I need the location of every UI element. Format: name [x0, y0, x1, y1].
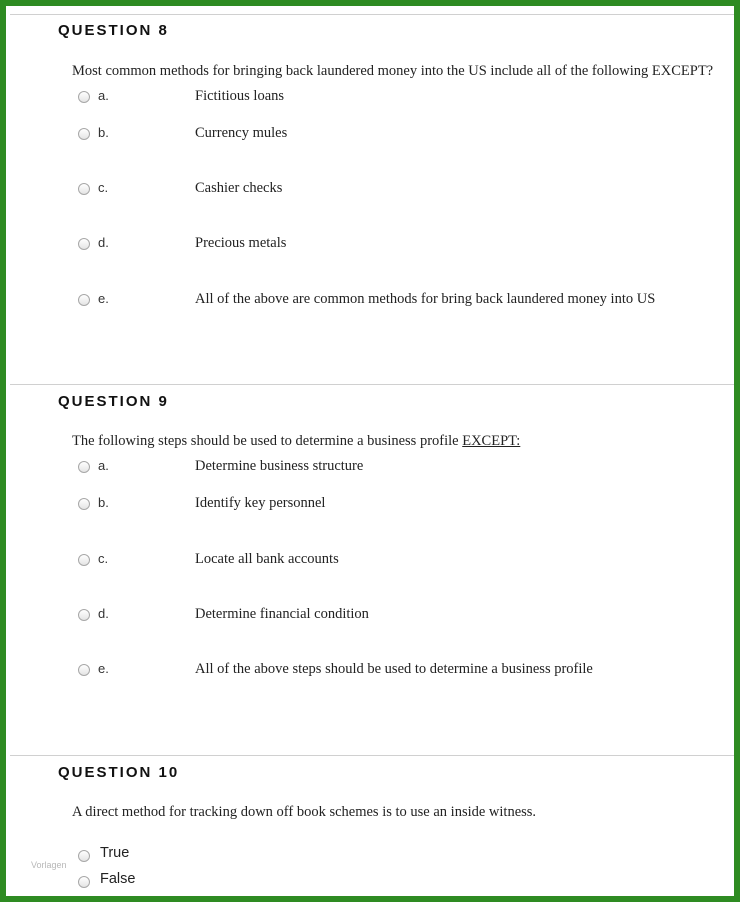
q8-option-e[interactable]: [78, 291, 718, 311]
option-letter: e.: [98, 291, 109, 306]
question-10-title: QUESTION 10: [58, 764, 180, 781]
radio-button[interactable]: [78, 128, 90, 140]
radio-button[interactable]: [78, 91, 90, 103]
option-letter: b.: [98, 125, 109, 140]
radio-button[interactable]: [78, 461, 90, 473]
radio-button[interactable]: [78, 850, 90, 862]
radio-button[interactable]: [78, 664, 90, 676]
option-text: All of the above steps should be used to determine a business profile: [195, 661, 593, 677]
radio-button[interactable]: [78, 238, 90, 250]
option-text: Identify key personnel: [195, 495, 326, 511]
q8-option-d[interactable]: [78, 235, 718, 255]
option-text: Locate all bank accounts: [195, 551, 339, 567]
option-letter: a.: [98, 458, 109, 473]
question-10-text: A direct method for tracking down off book schemes is to use an inside witness.: [72, 804, 537, 820]
option-text: Cashier checks: [195, 180, 283, 196]
option-letter: b.: [98, 495, 109, 510]
divider: [10, 384, 734, 385]
radio-button[interactable]: [78, 609, 90, 621]
option-letter: c.: [98, 180, 109, 195]
q9-option-b[interactable]: [78, 495, 718, 515]
divider: [10, 755, 734, 756]
radio-button[interactable]: [78, 294, 90, 306]
divider: [10, 14, 734, 15]
q10-option-false[interactable]: [78, 873, 278, 893]
radio-button[interactable]: [78, 183, 90, 195]
q9-option-e[interactable]: [78, 661, 718, 681]
option-letter: e.: [98, 661, 109, 676]
option-letter: d.: [98, 606, 109, 621]
radio-button[interactable]: [78, 498, 90, 510]
q9-option-a[interactable]: [78, 458, 718, 478]
q8-option-c[interactable]: [78, 180, 718, 200]
question-9-text: The following steps should be used to determine a business profile EXCEPT:: [72, 433, 521, 449]
option-text: True: [100, 845, 130, 861]
question-8-title: QUESTION 8: [58, 22, 169, 39]
question-8-text: Most common methods for bringing back laundered money into the US include all of the following EXCEPT?: [72, 63, 714, 79]
option-text: Determine financial condition: [195, 606, 369, 622]
option-letter: c.: [98, 551, 109, 566]
radio-button[interactable]: [78, 876, 90, 888]
option-text: Currency mules: [195, 125, 288, 141]
option-letter: a.: [98, 88, 109, 103]
watermark: Vorlagen: [31, 860, 67, 870]
q9-option-d[interactable]: [78, 606, 718, 626]
option-text: Determine business structure: [195, 458, 364, 474]
option-text: False: [100, 871, 136, 887]
q10-option-true[interactable]: [78, 847, 278, 867]
option-letter: d.: [98, 235, 109, 250]
question-9-title: QUESTION 9: [58, 393, 169, 410]
q8-option-b[interactable]: [78, 125, 718, 145]
quiz-page: [6, 6, 734, 896]
q9-option-c[interactable]: [78, 551, 718, 571]
radio-button[interactable]: [78, 554, 90, 566]
q8-option-a[interactable]: [78, 88, 718, 108]
option-text: Fictitious loans: [195, 88, 285, 104]
option-text: Precious metals: [195, 235, 287, 251]
option-text: All of the above are common methods for bring back laundered money into US: [195, 291, 656, 307]
